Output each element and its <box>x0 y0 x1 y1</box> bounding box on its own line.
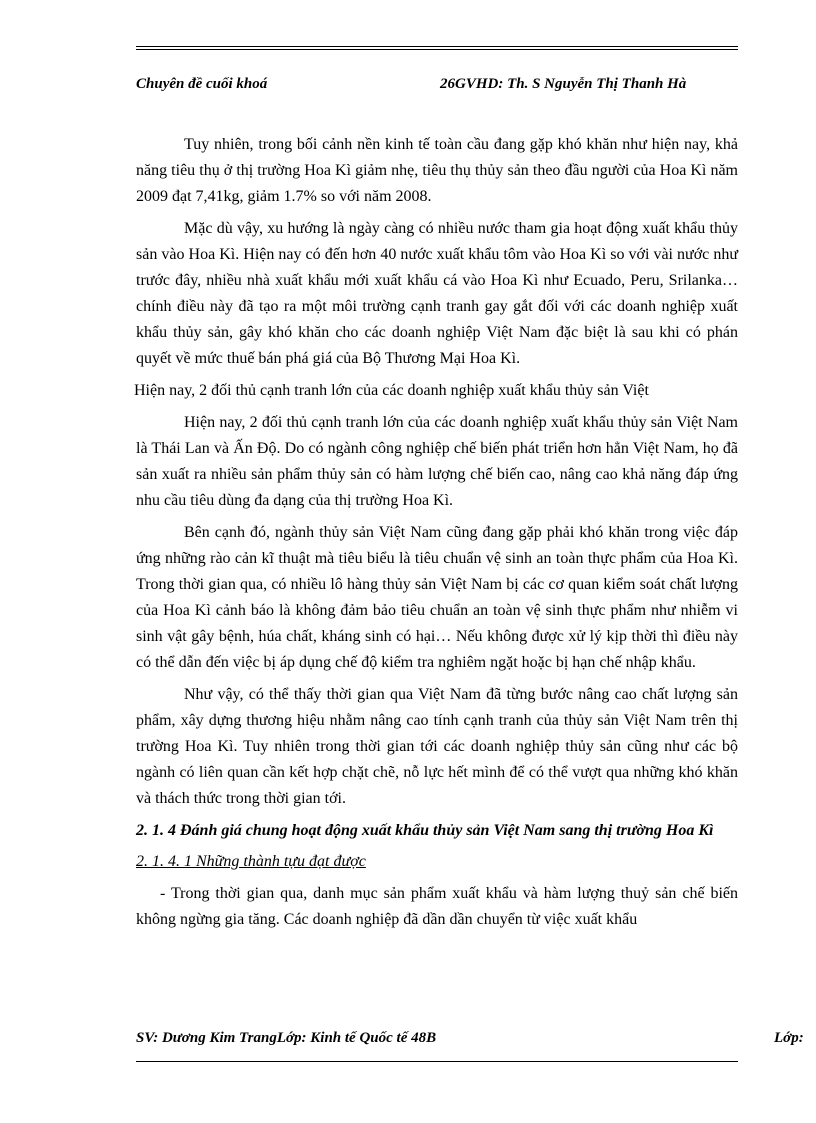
section-heading: 2. 1. 4 Đánh giá chung hoạt động xuất khẩu thủy sản Việt Nam sang thị trường Hoa Kì <box>136 822 714 839</box>
footer-student: SV: Dương Kim TrangLớp: Kinh tế Quốc tế 48B <box>136 1030 437 1046</box>
header-supervisor: 26GVHD: Th. S Nguyễn Thị Thanh Hà <box>440 76 687 92</box>
header-rule-top <box>136 46 738 47</box>
paragraph: Như vậy, có thể thấy thời gian qua Việt Nam đã từng bước nâng cao chất lượng sản phẩm, xây dựng thương hiệu nhằm nâng cao tính cạnh tranh của thủy sản Việt Nam trên thị trường Hoa Kì. Tuy nhiên trong thời gian tới các doanh nghiệp thủy sản cũng như các bộ ngành có liên quan cần kết hợp chặt chẽ, nỗ lực hết mình để có thể vượt qua những khó khăn và thách thức trong thời gian tới. <box>136 686 738 807</box>
document-body <box>136 132 738 939</box>
paragraph: Hiện nay, 2 đối thủ cạnh tranh lớn của các doanh nghiệp xuất khẩu thủy sản Việt Nam là Thái Lan và Ấn Độ. Do có ngành công nghiệp chế biến phát triển hơn hẳn Việt Nam, họ đã sản xuất ra nhiều sản phẩm thủy sản có hàm lượng chế biến cao, nâng cao khả năng đáp ứng nhu cầu tiêu dùng đa dạng của thị trường Hoa Kì. <box>136 414 738 509</box>
paragraph: Bên cạnh đó, ngành thủy sản Việt Nam cũng đang gặp phải khó khăn trong việc đáp ứng những rào cản kĩ thuật mà tiêu biểu là tiêu chuẩn vệ sinh an toàn thực phẩm của Hoa Kì. Trong thời gian qua, có nhiều lô hàng thủy sản Việt Nam bị các cơ quan kiểm soát chất lượng của Hoa Kì cảnh báo là không đảm bảo tiêu chuẩn an toàn vệ sinh thực phẩm như nhiễm vi sinh vật gây bệnh, húa chất, kháng sinh có hại… Nếu không được xử lý kịp thời thì điều này có thể dẫn đến việc bị áp dụng chế độ kiểm tra nghiêm ngặt hoặc bị hạn chế nhập khẩu. <box>136 524 738 671</box>
footer-class: Lớp: <box>774 1030 804 1046</box>
footer-rule <box>136 1061 738 1062</box>
paragraph-fragment: Hiện nay, 2 đối thủ cạnh tranh lớn của các doanh nghiệp xuất khẩu thủy sản Việt <box>134 382 649 399</box>
paragraph: Tuy nhiên, trong bối cảnh nền kinh tế toàn cầu đang gặp khó khăn như hiện nay, khả năng tiêu thụ ở thị trường Hoa Kì giảm nhẹ, tiêu thụ thủy sản theo đầu người của Hoa Kì năm 2009 đạt 7,41kg, giảm 1.7% so với năm 2008. <box>136 136 738 205</box>
header-rule-bottom <box>136 49 738 50</box>
paragraph: - Trong thời gian qua, danh mục sản phẩm xuất khẩu và hàm lượng thuỷ sản chế biến không ngừng gia tăng. Các doanh nghiệp đã dần dần chuyển từ việc xuất khẩu <box>136 885 738 928</box>
paragraph: Mặc dù vậy, xu hướng là ngày càng có nhiều nước tham gia hoạt động xuất khẩu thủy sản vào Hoa Kì. Hiện nay có đến hơn 40 nước xuất khẩu tôm vào Hoa Kì so với vài nước như trước đây, nhiều nhà xuất khẩu mới xuất khẩu cá vào Hoa Kì như Ecuado, Peru, Srilanka… chính điều này đã tạo ra một môi trường cạnh tranh gay gắt đối với các doanh nghiệp xuất khẩu thủy sản, gây khó khăn cho các doanh nghiệp Việt Nam đặc biệt là sau khi có phán quyết về mức thuế bán phá giá của Bộ Thương Mại Hoa Kì. <box>136 220 738 367</box>
header-title: Chuyên đề cuối khoá <box>136 76 268 92</box>
subsection-heading: 2. 1. 4. 1 Những thành tựu đạt được <box>136 853 366 870</box>
